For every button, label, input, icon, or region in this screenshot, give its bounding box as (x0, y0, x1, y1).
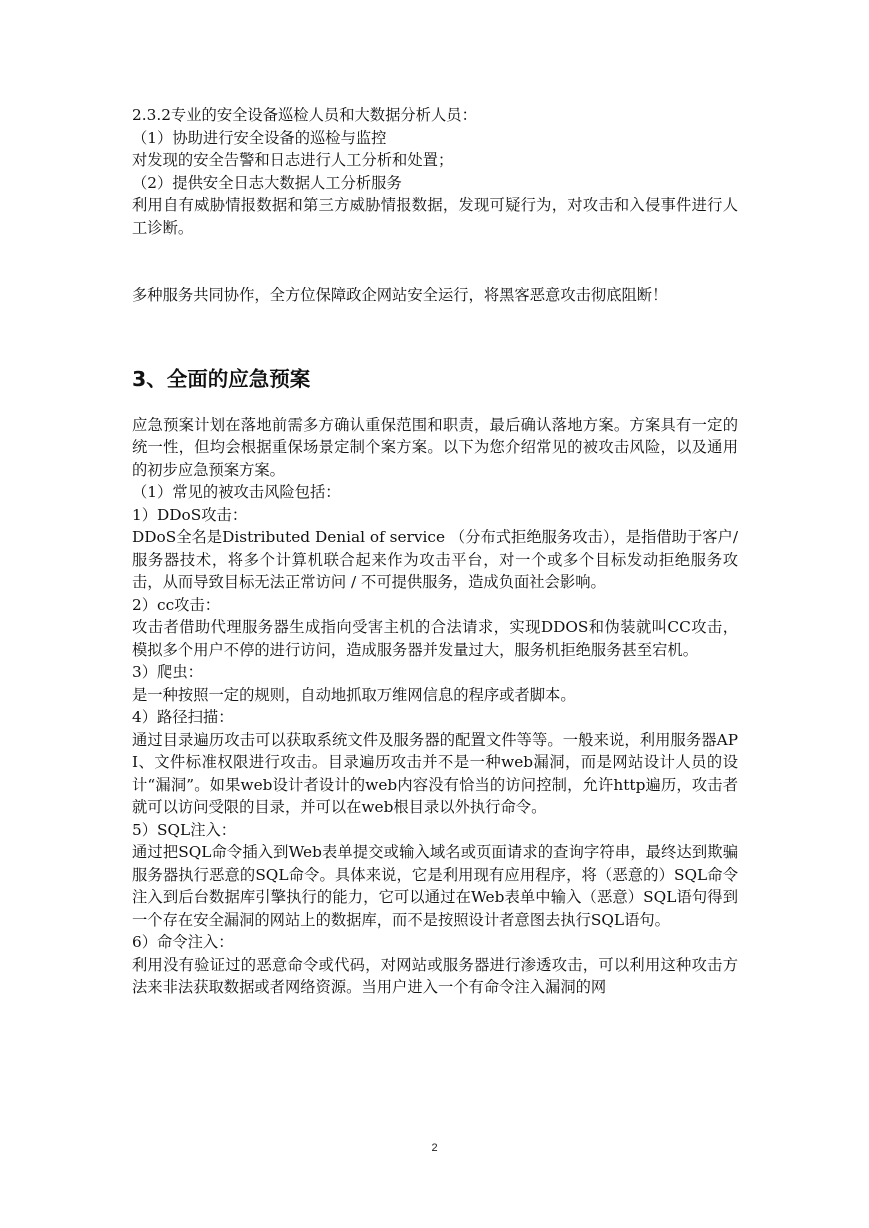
intro-paragraph: 应急预案计划在落地前需多方确认重保范围和职责，最后确认落地方案。方案具有一定的统一性，但均会根据重保场景定制个案方案。以下为您介绍常见的被攻击风险，以及通用的初步应急预案方案。 (132, 415, 738, 479)
item-1-title: （1）协助进行安全设备的巡检与监控 (132, 128, 387, 147)
item-2-title: （2）提供安全日志大数据人工分析服务 (132, 173, 402, 192)
risk-2-title: 2）cc攻击： (132, 595, 221, 614)
page-content (132, 104, 738, 999)
risk-3-text: 是一种按照一定的规则，自动地抓取万维网信息的程序或者脚本。 (132, 685, 576, 704)
spacer (132, 307, 738, 365)
risk-4-text: 通过目录遍历攻击可以获取系统文件及服务器的配置文件等等。一般来说，利用服务器API、文件标准权限进行攻击。目录遍历攻击并不是一种web漏洞，而是网站设计人员的设计“漏洞”。如果web设计者设计的web内容没有恰当的访问控制，允许http遍历，攻击者就可以访问受限的目录，并可以在web根目录以外执行命令。 (132, 730, 738, 816)
risk-6-title: 6）命令注入： (132, 933, 234, 951)
risk-2-text: 攻击者借助代理服务器生成指向受害主机的合法请求，实现DDOS和伪装就叫CC攻击，模拟多个用户不停的进行访问，造成服务器并发量过大，服务机拒绝服务甚至宕机。 (132, 618, 738, 659)
risk-1-text: DDoS全名是Distributed Denial of service （分布式拒绝服务攻击），是指借助于客户/服务器技术，将多个计算机联合起来作为攻击平台，对一个或多个目标发动拒绝服务攻击，从而导致目标无法正常访问 / 不可提供服务，造成负面社会影响。 (132, 528, 739, 591)
risk-1-title: 1）DDoS攻击： (132, 505, 248, 524)
page-number: 2 (431, 1142, 438, 1154)
summary-paragraph: 多种服务共同协作，全方位保障政企网站安全运行，将黑客恶意攻击彻底阻断！ (132, 286, 668, 304)
section-2-3-2-title: 2.3.2专业的安全设备巡检人员和大数据分析人员： (132, 106, 477, 124)
section-3-heading: 3、全面的应急预案 (132, 366, 311, 391)
risk-5-text: 通过把SQL命令插入到Web表单提交或输入域名或页面请求的查询字符串，最终达到欺骗服务器执行恶意的SQL命令。具体来说，它是利用现有应用程序，将（恶意的）SQL命令注入到后台数据库引擎执行的能力，它可以通过在Web表单中输入（恶意）SQL语句得到一个存在安全漏洞的网站上的数据库，而不是按照设计者意图去执行SQL语句。 (132, 843, 738, 929)
risk-list-title: （1）常见的被攻击风险包括： (132, 483, 341, 501)
risk-5-title: 5）SQL注入： (132, 820, 237, 839)
spacer (132, 239, 738, 284)
item-2-text: 利用自有威胁情报数据和第三方威胁情报数据，发现可疑行为，对攻击和入侵事件进行人工诊断。 (132, 196, 738, 237)
risk-6-text: 利用没有验证过的恶意命令或代码，对网站或服务器进行渗透攻击，可以利用这种攻击方法来非法获取数据或者网络资源。当用户进入一个有命令注入漏洞的网 (132, 955, 738, 996)
risk-3-title: 3）爬虫： (132, 663, 203, 681)
risk-4-title: 4）路径扫描： (132, 708, 234, 726)
item-1-text: 对发现的安全告警和日志进行人工分析和处置； (132, 151, 454, 169)
